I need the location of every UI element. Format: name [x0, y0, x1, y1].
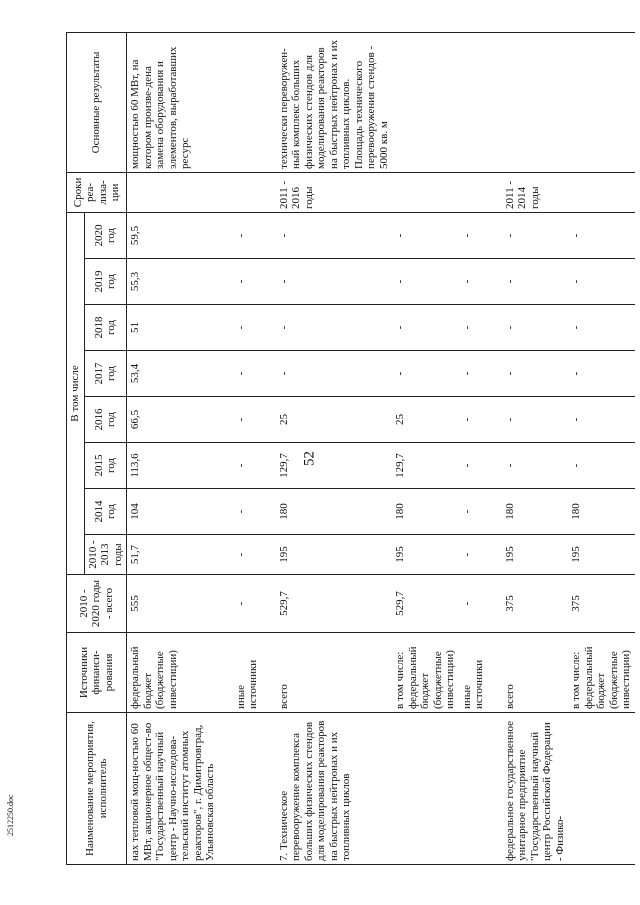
spacer-cell — [219, 351, 233, 397]
col-header-source: Источники финанси-рования — [67, 633, 127, 713]
cell-v2018: - — [459, 305, 488, 351]
col-header-2016: 2016 год — [84, 397, 127, 443]
cell-v2020: - — [233, 212, 262, 258]
spacer-cell — [488, 489, 502, 535]
cell-source: иные источники — [459, 633, 488, 713]
col-header-total: 2010 - 2020 годы - всего — [67, 575, 127, 633]
cell-total: 529,7 — [276, 575, 393, 633]
spacer-cell — [488, 212, 502, 258]
cell-v2014: 104 — [127, 489, 219, 535]
col-header-2020: 2020 год — [84, 212, 127, 258]
rotated-table-wrapper — [66, 33, 632, 865]
cell-source: иные источники — [233, 633, 262, 713]
cell-results: мощностью 60 МВт, на котором произве-дена замена оборудования и элементов, выработавших ресурс — [127, 32, 219, 172]
cell-period — [392, 172, 459, 212]
cell-name — [568, 713, 635, 865]
cell-v2016: - — [459, 397, 488, 443]
cell-results: технически переворужен-ный комплекс больших физических стендов для моделирования реакторов на быстрых нейтронах и их топливных циклов. Площадь технического перевооружения стендов - 5000 кв. м — [276, 32, 393, 172]
cell-v2015: - — [233, 443, 262, 489]
spacer-cell — [488, 172, 502, 212]
cell-total: 375 — [568, 575, 635, 633]
cell-period: 2011 - 2016 годы — [276, 172, 393, 212]
cell-v2015: - — [568, 443, 635, 489]
cell-v2010-2013: 195 — [568, 535, 635, 575]
cell-v2016: - — [568, 397, 635, 443]
spacer-row — [488, 32, 502, 864]
spacer-cell — [262, 633, 276, 713]
cell-v2018: - — [502, 305, 569, 351]
cell-period — [127, 172, 219, 212]
table-row — [127, 32, 219, 864]
spacer-cell — [262, 443, 276, 489]
spacer-cell — [488, 305, 502, 351]
cell-period — [233, 172, 262, 212]
cell-name — [233, 713, 262, 865]
cell-total: 375 — [502, 575, 569, 633]
cell-v2018: - — [276, 305, 393, 351]
spacer-cell — [262, 489, 276, 535]
col-header-2014: 2014 год — [84, 489, 127, 535]
cell-v2017: - — [459, 351, 488, 397]
cell-v2017: - — [568, 351, 635, 397]
table-row — [459, 32, 488, 864]
spacer-cell — [219, 32, 233, 172]
cell-v2020: - — [459, 212, 488, 258]
cell-v2019: - — [233, 259, 262, 305]
spacer-cell — [488, 32, 502, 172]
spacer-cell — [488, 713, 502, 865]
spacer-cell — [488, 259, 502, 305]
spacer-row — [262, 32, 276, 864]
cell-v2020: 59,5 — [127, 212, 219, 258]
cell-v2016: 25 — [276, 397, 393, 443]
cell-v2020: - — [568, 212, 635, 258]
table-row — [233, 32, 262, 864]
cell-source: в том числе: федеральный бюджет (бюджетные инвестиции) — [568, 633, 635, 713]
cell-total: - — [233, 575, 262, 633]
footer-doc-code: 2512250.doc — [6, 794, 15, 836]
spacer-cell — [262, 713, 276, 865]
cell-v2014: 180 — [276, 489, 393, 535]
spacer-cell — [262, 259, 276, 305]
spacer-cell — [262, 575, 276, 633]
col-header-2015: 2015 год — [84, 443, 127, 489]
spacer-cell — [488, 351, 502, 397]
cell-total: 529,7 — [392, 575, 459, 633]
cell-period — [459, 172, 488, 212]
cell-period — [568, 172, 635, 212]
spacer-cell — [262, 172, 276, 212]
cell-v2014: - — [233, 489, 262, 535]
cell-v2017: - — [276, 351, 393, 397]
cell-v2020: - — [502, 212, 569, 258]
spacer-cell — [488, 397, 502, 443]
spacer-cell — [219, 259, 233, 305]
spacer-cell — [262, 305, 276, 351]
cell-source: всего — [502, 633, 569, 713]
cell-name: 7. Техническое перевооружение комплекса больших физических стендов для моделирования реакторов на быстрых нейтронах и их топливных циклов — [276, 713, 393, 865]
spacer-cell — [262, 535, 276, 575]
cell-name — [459, 713, 488, 865]
col-header-2019: 2019 год — [84, 259, 127, 305]
col-header-results: Основные результаты — [67, 32, 127, 172]
spacer-cell — [219, 575, 233, 633]
budget-table — [66, 32, 635, 865]
cell-v2019: - — [459, 259, 488, 305]
spacer-cell — [219, 535, 233, 575]
cell-results — [233, 32, 262, 172]
cell-v2018: - — [392, 305, 459, 351]
page-number: 52 — [301, 451, 318, 466]
cell-total: 555 — [127, 575, 219, 633]
cell-v2010-2013: - — [233, 535, 262, 575]
cell-v2010-2013: 51,7 — [127, 535, 219, 575]
cell-name: федеральное государственное унитарное предприятие "Государственный научный центр Российской Федерации - Физико- — [502, 713, 569, 865]
cell-v2019: - — [502, 259, 569, 305]
cell-v2015: - — [459, 443, 488, 489]
cell-results — [392, 32, 459, 172]
cell-v2017: - — [233, 351, 262, 397]
cell-v2020: - — [392, 212, 459, 258]
cell-v2016: - — [233, 397, 262, 443]
spacer-cell — [262, 397, 276, 443]
spacer-cell — [219, 489, 233, 535]
spacer-cell — [488, 633, 502, 713]
spacer-cell — [219, 713, 233, 865]
cell-v2018: - — [233, 305, 262, 351]
cell-v2017: - — [502, 351, 569, 397]
cell-v2010-2013: 195 — [276, 535, 393, 575]
spacer-cell — [488, 535, 502, 575]
cell-v2015: 129,7 — [392, 443, 459, 489]
cell-name — [392, 713, 459, 865]
cell-source: федеральный бюджет (бюджетные инвестиции) — [127, 633, 219, 713]
cell-results — [459, 32, 488, 172]
table-row — [502, 32, 569, 864]
table-row — [392, 32, 459, 864]
cell-period: 2011 - 2014 годы — [502, 172, 569, 212]
cell-v2019: - — [392, 259, 459, 305]
cell-v2015: - — [502, 443, 569, 489]
cell-v2019: - — [568, 259, 635, 305]
cell-v2019: 55,3 — [127, 259, 219, 305]
cell-v2010-2013: 195 — [392, 535, 459, 575]
spacer-cell — [219, 212, 233, 258]
cell-v2015: 129,7 — [276, 443, 393, 489]
col-header-period: Сроки реа-лиза-ции — [67, 172, 127, 212]
col-header-name: Наименование мероприятия, исполнитель — [67, 713, 127, 865]
spacer-cell — [219, 172, 233, 212]
table-row — [568, 32, 635, 864]
col-header-incl: В том числе — [67, 212, 85, 574]
spacer-cell — [219, 397, 233, 443]
cell-v2018: 51 — [127, 305, 219, 351]
cell-source: всего — [276, 633, 393, 713]
cell-v2010-2013: 195 — [502, 535, 569, 575]
spacer-cell — [219, 633, 233, 713]
cell-v2017: 53,4 — [127, 351, 219, 397]
spacer-cell — [488, 443, 502, 489]
cell-v2020: - — [276, 212, 393, 258]
spacer-cell — [219, 443, 233, 489]
cell-v2019: - — [276, 259, 393, 305]
cell-v2017: - — [392, 351, 459, 397]
cell-v2016: - — [502, 397, 569, 443]
spacer-cell — [262, 212, 276, 258]
cell-v2016: 66,5 — [127, 397, 219, 443]
spacer-cell — [219, 305, 233, 351]
cell-v2016: 25 — [392, 397, 459, 443]
cell-source: в том числе: федеральный бюджет (бюджетные инвестиции) — [392, 633, 459, 713]
spacer-row — [219, 32, 233, 864]
cell-v2014: - — [459, 489, 488, 535]
cell-results — [568, 32, 635, 172]
spacer-cell — [262, 351, 276, 397]
spacer-cell — [262, 32, 276, 172]
cell-v2015: 113,6 — [127, 443, 219, 489]
col-header-2018: 2018 год — [84, 305, 127, 351]
cell-v2014: 180 — [392, 489, 459, 535]
cell-name: нах тепловой мощ-ностью 60 МВт, акционерное общест-во "Государственный научный центр - Научно-исследова-тельский институт атомных реакторов", г. Димитровград, Ульяновская область — [127, 713, 219, 865]
col-header-2010-2013: 2010 - 2013 годы — [84, 535, 127, 575]
cell-results — [502, 32, 569, 172]
cell-v2014: 180 — [502, 489, 569, 535]
table-body — [127, 32, 635, 864]
cell-v2014: 180 — [568, 489, 635, 535]
col-header-2017: 2017 год — [84, 351, 127, 397]
cell-v2018: - — [568, 305, 635, 351]
cell-v2010-2013: - — [459, 535, 488, 575]
cell-total: - — [459, 575, 488, 633]
table-row — [276, 32, 393, 864]
spacer-cell — [488, 575, 502, 633]
